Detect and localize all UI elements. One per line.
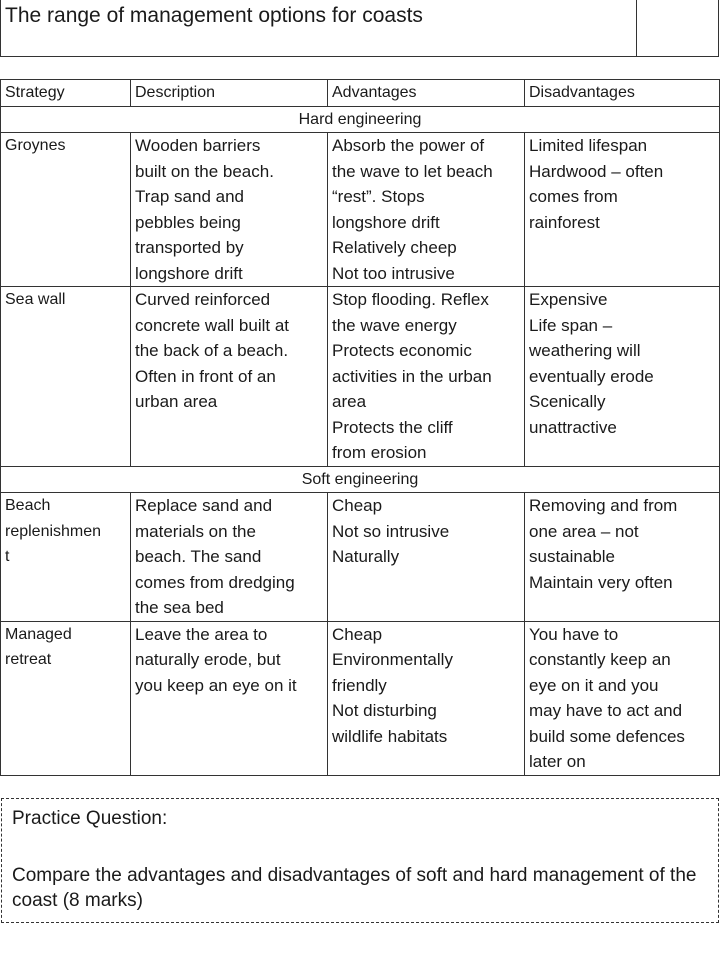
advantages-cell xyxy=(328,493,525,622)
header-description: Description xyxy=(131,80,328,107)
disadvantages-line: constantly keep an xyxy=(529,650,671,669)
disadvantages-cell xyxy=(525,621,720,775)
description-line: Often in front of an xyxy=(135,366,276,386)
advantages-line: Environmentally xyxy=(332,650,453,669)
description-line: the sea bed xyxy=(135,598,224,617)
disadvantages-line: comes from xyxy=(529,187,618,206)
description-line: Wooden barriers xyxy=(135,136,261,155)
header-strategy: Strategy xyxy=(1,80,131,107)
description-line: materials on the xyxy=(135,521,256,541)
advantages-line: from erosion xyxy=(332,443,427,462)
strategy-cell xyxy=(1,493,131,622)
description-line: naturally erode, but xyxy=(135,650,281,669)
table-row xyxy=(1,621,720,775)
disadvantages-line: You have to xyxy=(529,624,619,644)
practice-heading: Practice Question: xyxy=(12,808,168,829)
description-line: Replace sand and xyxy=(135,496,273,515)
disadvantages-line: Life span – xyxy=(529,315,613,335)
description-line: Curved reinforced xyxy=(135,290,271,309)
strategy-line: Managed xyxy=(5,625,72,643)
advantages-line: Not so intrusive xyxy=(332,521,450,541)
description-cell xyxy=(131,621,328,775)
disadvantages-line: Removing and from xyxy=(529,496,678,515)
advantages-line: the wave energy xyxy=(332,315,457,335)
advantages-line: Not too intrusive xyxy=(332,263,455,283)
advantages-line: friendly xyxy=(332,675,387,695)
advantages-cell xyxy=(328,621,525,775)
strategy-cell xyxy=(1,621,131,775)
disadvantages-line: weathering will xyxy=(529,341,641,360)
title-divider xyxy=(636,0,637,56)
disadvantages-line: later on xyxy=(529,752,586,771)
description-line: pebbles being xyxy=(135,212,241,232)
disadvantages-line: one area – not xyxy=(529,521,639,541)
strategy-line: retreat xyxy=(5,651,52,668)
table-row xyxy=(1,133,720,287)
table-row xyxy=(1,493,720,622)
advantages-line: Cheap xyxy=(332,496,383,515)
advantages-line: the wave to let beach xyxy=(332,161,493,181)
advantages-cell xyxy=(328,133,525,287)
disadvantages-line: eye on it and you xyxy=(529,675,659,695)
section-label: Soft engineering xyxy=(1,466,720,493)
practice-question-text: Compare the advantages and disadvantages of soft and hard management of the coast (8 marks) xyxy=(12,865,697,911)
disadvantages-line: Expensive xyxy=(529,290,608,309)
advantages-line: “rest”. Stops xyxy=(332,187,425,206)
title-box xyxy=(0,0,719,57)
table-body xyxy=(1,106,720,775)
disadvantages-cell xyxy=(525,493,720,622)
header-advantages: Advantages xyxy=(328,80,525,107)
strategy-line: Groynes xyxy=(5,137,66,154)
description-line: Leave the area to xyxy=(135,624,268,644)
description-cell xyxy=(131,287,328,467)
description-line: comes from dredging xyxy=(135,572,295,592)
description-line: the back of a beach. xyxy=(135,341,289,360)
description-cell xyxy=(131,493,328,622)
section-row xyxy=(1,106,720,133)
description-cell xyxy=(131,133,328,287)
strategy-line: Sea wall xyxy=(5,291,66,308)
disadvantages-line: unattractive xyxy=(529,417,617,437)
disadvantages-line: sustainable xyxy=(529,547,616,566)
advantages-line: activities in the urban xyxy=(332,366,492,386)
disadvantages-line: rainforest xyxy=(529,212,600,232)
advantages-line: longshore drift xyxy=(332,212,440,232)
strategy-line: t xyxy=(5,548,10,565)
description-line: urban area xyxy=(135,392,218,411)
strategy-line: replenishmen xyxy=(5,522,102,540)
page-title: The range of management options for coasts xyxy=(5,4,423,27)
disadvantages-line: Scenically xyxy=(529,392,606,411)
description-line: Trap sand and xyxy=(135,187,244,206)
advantages-line: Protects economic xyxy=(332,341,472,360)
advantages-line: Not disturbing xyxy=(332,701,437,720)
strategy-cell xyxy=(1,287,131,467)
table-header-row xyxy=(1,80,720,107)
description-line: you keep an eye on it xyxy=(135,675,297,695)
description-line: transported by xyxy=(135,238,244,257)
description-line: beach. The sand xyxy=(135,547,262,566)
advantages-line: Relatively cheep xyxy=(332,238,457,257)
practice-question-box xyxy=(1,798,719,923)
disadvantages-line: Hardwood – often xyxy=(529,161,664,181)
disadvantages-line: Limited lifespan xyxy=(529,136,648,155)
disadvantages-line: Maintain very often xyxy=(529,572,673,592)
disadvantages-line: build some defences xyxy=(529,726,685,746)
advantages-line: Naturally xyxy=(332,547,400,566)
strategy-line: Beach xyxy=(5,497,51,514)
header-disadvantages: Disadvantages xyxy=(525,80,720,107)
advantages-line: wildlife habitats xyxy=(332,726,448,746)
disadvantages-cell xyxy=(525,287,720,467)
description-line: longshore drift xyxy=(135,263,243,283)
disadvantages-line: eventually erode xyxy=(529,366,654,386)
advantages-line: area xyxy=(332,392,367,411)
advantages-line: Cheap xyxy=(332,624,383,644)
advantages-line: Stop flooding. Reflex xyxy=(332,290,489,309)
advantages-line: Absorb the power of xyxy=(332,136,485,155)
advantages-cell xyxy=(328,287,525,467)
description-line: concrete wall built at xyxy=(135,315,290,335)
advantages-line: Protects the cliff xyxy=(332,417,453,437)
disadvantages-cell xyxy=(525,133,720,287)
strategy-cell xyxy=(1,133,131,287)
management-options-table xyxy=(0,79,720,776)
table-row xyxy=(1,287,720,467)
section-label: Hard engineering xyxy=(1,106,720,133)
description-line: built on the beach. xyxy=(135,161,274,181)
section-row xyxy=(1,466,720,493)
disadvantages-line: may have to act and xyxy=(529,701,683,720)
